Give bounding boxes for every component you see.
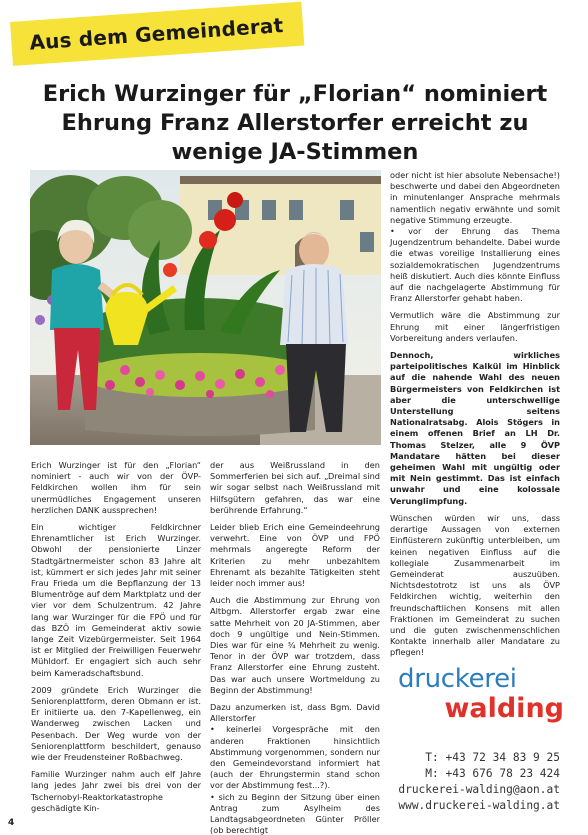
paragraph: Leider blieb Erich eine Gemeindeehrung verwehrt. Eine von ÖVP und FPÖ mehrmals angeregte Reform der Kriterien zu mehr unbezahltem Ehrenamt als bezahlte Tätigkeiten steht leider noch immer aus! [210, 522, 380, 589]
ad-phone: T: +43 72 34 83 9 25 [425, 751, 560, 764]
page-number: 4 [8, 818, 15, 828]
logo-word-walding: walding [444, 693, 564, 724]
bold-paragraph: Dennoch, wirkliches parteipolitisches Kalkül im Hinblick auf die nahende Wahl des neuen Bürgermeisters von Feldkirchen ist aber die unterschwellige Unterstellung seitens Nationalratsabg. Alois Stögers in einem offenen Brief an LH Dr. Thomas Stelzer, alle 9 ÖVP Mandatare hätten bei dieser geheimen Wahl mit ungültig oder mit Nein gestimmt. Das ist einfach unwahr und eine kolossale Verunglimpfung. [390, 350, 560, 506]
article-column-2 [210, 460, 380, 835]
bullet-paragraph: • keinerlei Vorgespräche mit den anderen Fraktionen hinsichtlich Abstimmung vorgenommen, sondern nur den Gemeindevorstand informiert hat (auch der Ehrungstermin stand schon vor der Abstimmung fest...?). [210, 724, 380, 791]
section-banner [10, 2, 304, 66]
paragraph: Vermutlich wäre die Abstimmung zur Ehrung mit einer längerfristigen Vorbereitung anders verlaufen. [390, 310, 560, 343]
paragraph: Wünschen würden wir uns, dass derartige Aussagen von externen Einflüsterern zukünftig unterbleiben, um keinen negativen Einfluss auf die kollegiale Zusammenarbeit im Gemeinderat auszuüben. Nichtsdestotrotz ist uns als ÖVP Feldkirchen wichtig, weiterhin den freundschaftlichen Konsens mit allen Fraktionen im Gemeinderat zu suchen und die guten zwischenmenschlichen Kontakte innerhalb aller Mandatare zu pflegen! [390, 512, 560, 658]
ad-mobile: M: +43 676 78 23 424 [425, 767, 560, 780]
druckerei-walding-logo [398, 664, 568, 724]
paragraph: Familie Wurzinger nahm auch elf Jahre lang jedes Jahr zwei bis drei von der Tschernobyl-Reaktorkatastrophe geschädigte Kin- [31, 769, 201, 813]
article-column-1 [31, 460, 201, 820]
logo-word-druckerei: druckerei [398, 664, 517, 694]
paragraph: der aus Weißrussland in den Sommerferien bei sich auf. „Dreimal sind wir sogar selbst nach Weißrussland mit Hilfsgütern gefahren, das war eine berührende Erfahrung.“ [210, 460, 380, 515]
bullet-paragraph: • sich zu Beginn der Sitzung über einen Antrag zum Asylheim des Landtagsabgeordneten Günter Pröller (ob berechtigt [210, 791, 380, 835]
ad-website: www.druckerei-walding.at [398, 799, 560, 812]
paragraph: Auch die Abstimmung zur Ehrung von Altbgm. Allerstorfer ergab zwar eine satte Mehrheit von 20 JA-Stimmen, aber doch 9 ungültige und Nein-Stimmen. Dies war für eine ¾ Mehrheit zu wenig. Tenor in der ÖVP war trotzdem, dass Franz Allerstorfer eine Ehrung zusteht. Das war auch unsere Wortmeldung zu Beginn der Abstimmung! [210, 595, 380, 695]
article-column-3 [390, 170, 560, 665]
ad-contact-block [398, 750, 560, 814]
paragraph: Ein wichtiger Feldkirchner Ehrenamtlicher ist Erich Wurzinger. Obwohl der pensionierte Linzer Stadtgärtnermeister schon 83 Jahre alt ist, kümmert er sich jedes Jahr mit seiner Frau Frieda um die Bepflanzung der 13 Blumentröge auf dem Marktplatz und der vier vor dem Schulzentrum. 42 Jahre lang war Wurzinger für die FPÖ und für das BZÖ im Gemeinderat aktiv sowie lange Zeit Vizebürgermeister. Seit 1964 ist er Mitglied der Freiwilligen Feuerwehr Mühldorf. Er engagiert sich auch sehr beim Kameradschaftsbund. [31, 522, 201, 678]
paragraph: Erich Wurzinger ist für den „Florian“ nominiert - auch wir von der ÖVP-Feldkirchen wollen ihm für sein unermüdliches Engagement unseren herzlichen DANK aussprechen! [31, 460, 201, 515]
paragraph: oder nicht ist hier absolute Nebensache!) beschwerte und dabei den Abgeordneten in minutenlanger Ansprache mehrmals namentlich negativ erwähnte und somit negative Stimmung erzeugte. [390, 170, 560, 225]
headline-line-2: Ehrung Franz Allerstorfer erreicht zu [61, 110, 529, 136]
headline-line-1: Erich Wurzinger für „Florian“ nominiert [42, 81, 548, 107]
ad-email: druckerei-walding@aon.at [398, 783, 560, 796]
article-photo [30, 170, 381, 445]
headline [30, 80, 560, 167]
bullet-paragraph: • vor der Ehrung das Thema Jugendzentrum behandelte. Dabei wurde die etwas voreilige Installierung eines sozialdemokratischen Jugendzentrums heiß diskutiert. Auch dies könnte Einfluss auf die nachgelagerte Abstimmung für Franz Allerstorfer gehabt haben. [390, 226, 560, 304]
section-label: Aus dem Gemeinderat [28, 12, 285, 55]
paragraph: Dazu anzumerken ist, dass Bgm. David Allerstorfer [210, 702, 380, 724]
paragraph: 2009 gründete Erich Wurzinger die Seniorenplattform, deren Obmann er ist. Er initiierte ua. den 7-Kapellenweg, ein Wanderweg zwischen Lacken und Pesenbach. Der Weg wurde von der Seniorenplattform beschildert, genauso wie der Freudensteiner Roßbachweg. [31, 684, 201, 763]
headline-line-3: wenige JA-Stimmen [171, 139, 419, 165]
